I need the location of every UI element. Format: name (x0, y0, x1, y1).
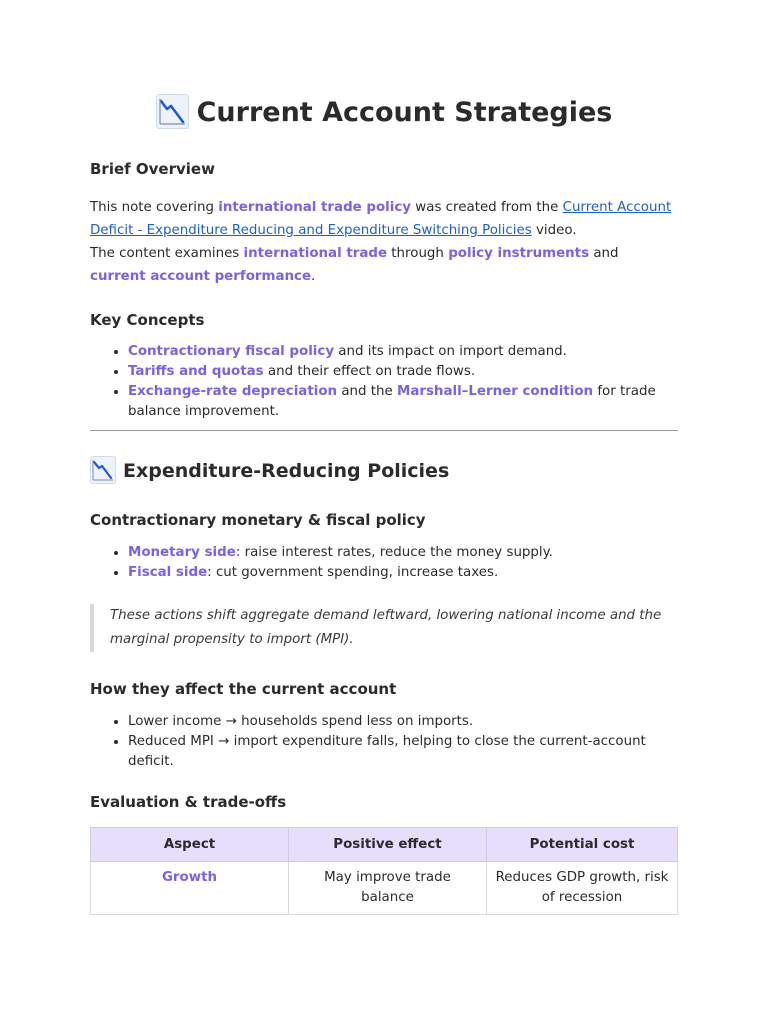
column-header: Positive effect (289, 828, 487, 862)
text: video. (531, 223, 577, 238)
text: . (311, 269, 316, 284)
text: and (589, 246, 619, 261)
highlight-term: Marshall–Lerner condition (397, 384, 594, 399)
expenditure-reducing-heading (90, 457, 678, 486)
highlight-term: Tariffs and quotas (128, 364, 264, 379)
current-account-effect-heading: How they affect the current account (90, 680, 397, 698)
evaluation-heading: Evaluation & trade-offs (90, 793, 287, 811)
text: : raise interest rates, reduce the money supply. (235, 545, 553, 560)
brief-overview-heading: Brief Overview (90, 160, 215, 178)
table-cell: Growth (91, 862, 289, 915)
text: and the (337, 384, 397, 399)
evaluation-table (90, 827, 678, 915)
highlight-term: Monetary side (128, 545, 236, 560)
text: This note covering (90, 200, 219, 215)
text: : cut government spending, increase taxes. (207, 565, 499, 580)
table-header-row (91, 828, 678, 862)
table-cell: May improve trade balance (289, 862, 487, 915)
policy-sides-list (90, 543, 678, 583)
page-title-text: Current Account Strategies (196, 97, 613, 128)
list-item (128, 382, 678, 422)
effects-list (90, 712, 678, 772)
text: The content examines (90, 246, 244, 261)
source-video-link[interactable]: Current Account Deficit - Expenditure Reducing and Expenditure Switching Policies (90, 200, 672, 238)
list-item (128, 342, 678, 362)
list-item (128, 543, 678, 563)
list-item (128, 362, 678, 382)
text: through (387, 246, 449, 261)
section-divider (90, 430, 678, 431)
chart-decreasing-icon (90, 456, 116, 484)
key-concepts-heading: Key Concepts (90, 311, 205, 329)
key-concepts-list (90, 342, 678, 422)
overview-paragraph-2 (90, 242, 678, 288)
highlight-term: Contractionary fiscal policy (128, 344, 335, 359)
list-item: • Reduced MPI → import expenditure falls, helping to close the current-account deficit. (128, 732, 678, 772)
highlight-current-account-performance: current account performance (90, 269, 312, 284)
list-item: • Lower income → households spend less on imports. (128, 712, 678, 732)
column-header: Potential cost (487, 828, 678, 862)
text: and their effect on trade flows. (263, 364, 476, 379)
table-cell: Reduces GDP growth, risk of recession (487, 862, 678, 915)
heading-text: Expenditure-Reducing Policies (123, 460, 450, 482)
overview-paragraph-1 (90, 196, 678, 242)
text: was created from the (411, 200, 563, 215)
highlight-term: Fiscal side (128, 565, 208, 580)
policy-quote: These actions shift aggregate demand leftward, lowering national income and the marginal propensity to import (MPI). (90, 604, 678, 652)
highlight-international-trade: international trade (243, 246, 388, 261)
text: and its impact on import demand. (334, 344, 567, 359)
page-title (90, 93, 678, 133)
highlight-international-trade-policy: international trade policy (218, 200, 412, 215)
list-item (128, 563, 678, 583)
highlight-term: Exchange-rate depreciation (128, 384, 338, 399)
column-header: Aspect (91, 828, 289, 862)
highlight-policy-instruments: policy instruments (448, 246, 590, 261)
table-row (91, 862, 678, 915)
text: for trade balance improvement. (128, 384, 656, 419)
contractionary-policy-heading: Contractionary monetary & fiscal policy (90, 511, 426, 529)
chart-decreasing-icon (156, 94, 189, 129)
